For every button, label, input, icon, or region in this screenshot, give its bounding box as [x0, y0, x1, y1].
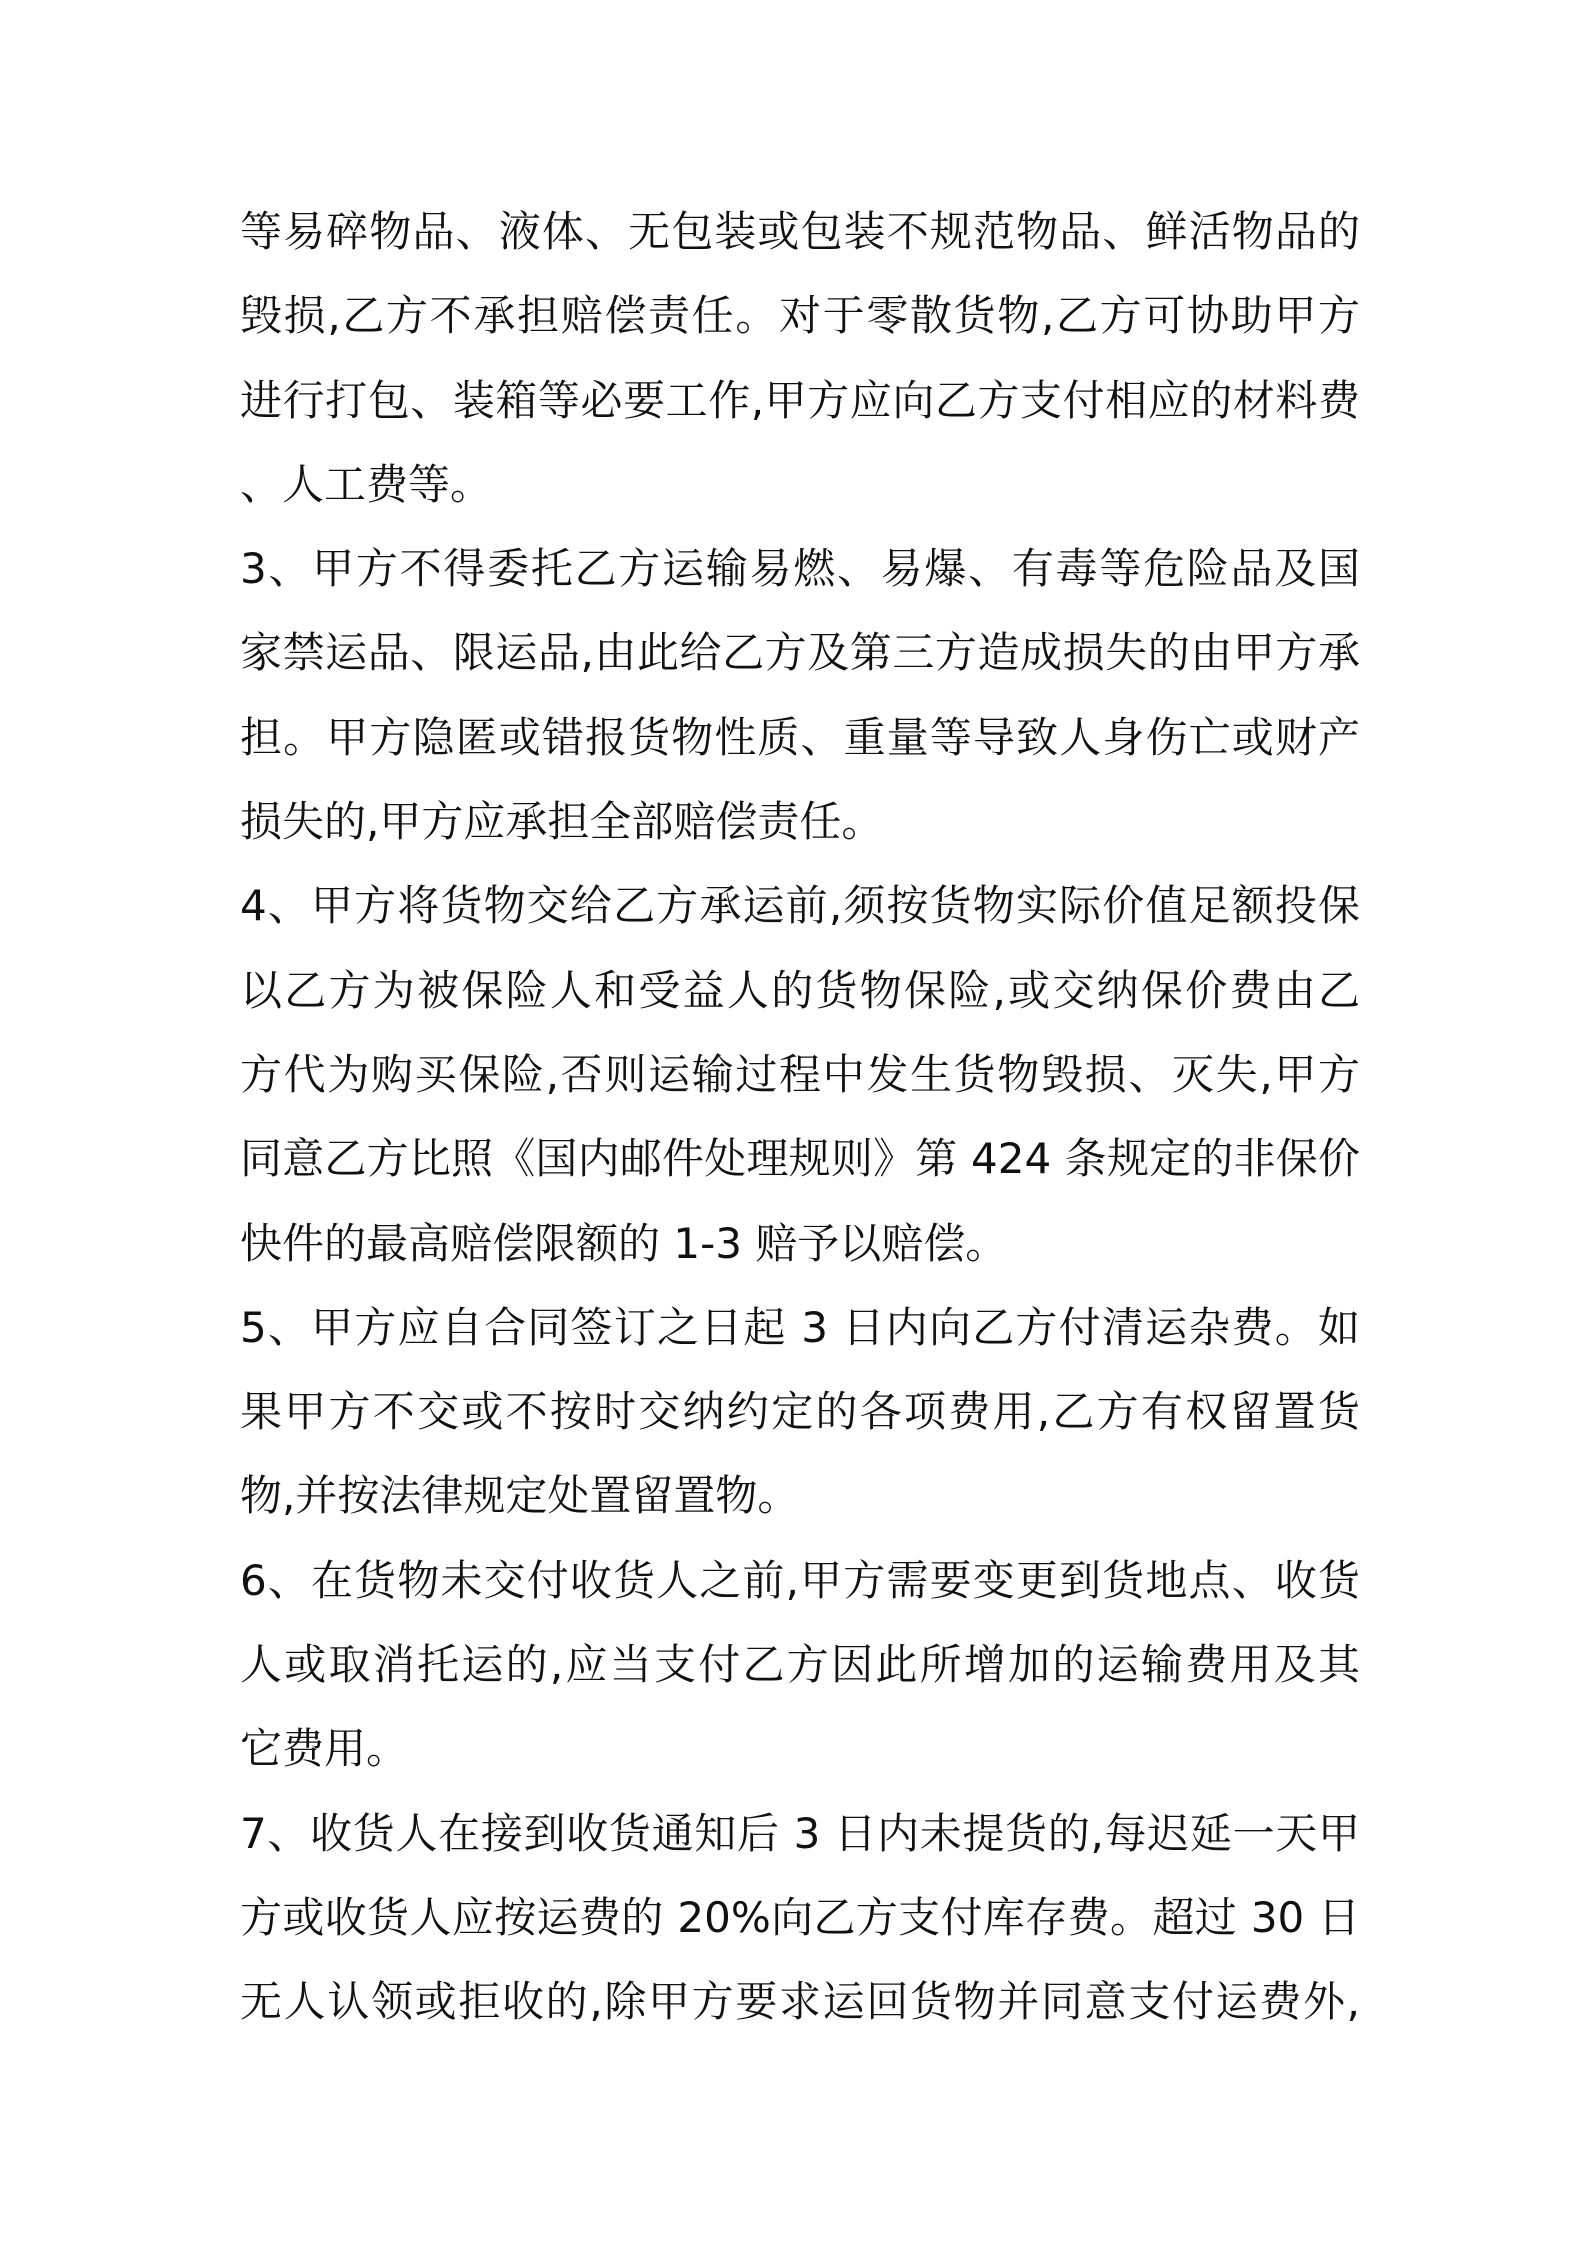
document-page: [240, 190, 1360, 2045]
text-line: 毁损,乙方不承担赔偿责任。对于零散货物,乙方可协助甲方: [240, 291, 1360, 341]
text-line: 物,并按法律规定处置留置物。: [240, 1471, 800, 1521]
text-line: 快件的最高赔偿限额的 1-3 赔予以赔偿。: [240, 1218, 1008, 1268]
text-line: 果甲方不交或不按时交纳约定的各项费用,乙方有权留置货: [240, 1387, 1360, 1437]
text-line: 5、甲方应自合同签订之日起 3 日内向乙方付清运杂费。如: [240, 1302, 1360, 1352]
text-line: 4、甲方将货物交给乙方承运前,须按货物实际价值足额投保: [240, 881, 1360, 931]
text-line: 它费用。: [240, 1724, 409, 1774]
text-line: 无人认领或拒收的,除甲方要求运回货物并同意支付运费外,: [240, 1977, 1360, 2027]
text-line: 损失的,甲方应承担全部赔偿责任。: [240, 797, 884, 847]
text-line: 方或收货人应按运费的 20%向乙方支付库存费。超过 30 日: [240, 1892, 1360, 1942]
text-line: 等易碎物品、液体、无包装或包装不规范物品、鲜活物品的: [240, 207, 1360, 256]
text-line: 人或取消托运的,应当支付乙方因此所增加的运输费用及其: [240, 1640, 1360, 1690]
text-line: 6、在货物未交付收货人之前,甲方需要变更到货地点、收货: [240, 1555, 1360, 1605]
text-line: 担。甲方隐匿或错报货物性质、重量等导致人身伤亡或财产: [240, 712, 1360, 762]
text-line: 以乙方为被保险人和受益人的货物保险,或交纳保价费由乙: [240, 965, 1360, 1015]
text-line: 家禁运品、限运品,由此给乙方及第三方造成损失的由甲方承: [240, 628, 1360, 678]
text-line: 7、收货人在接到收货通知后 3 日内未提货的,每迟延一天甲: [240, 1808, 1360, 1858]
text-line: 、人工费等。: [240, 459, 493, 509]
text-line: 3、甲方不得委托乙方运输易燃、易爆、有毒等危险品及国: [240, 544, 1360, 594]
text-line: 同意乙方比照《国内邮件处理规则》第 424 条规定的非保价: [240, 1134, 1360, 1184]
text-line: 进行打包、装箱等必要工作,甲方应向乙方支付相应的材料费: [240, 375, 1360, 425]
text-line: 方代为购买保险,否则运输过程中发生货物毁损、灭失,甲方: [240, 1049, 1360, 1099]
